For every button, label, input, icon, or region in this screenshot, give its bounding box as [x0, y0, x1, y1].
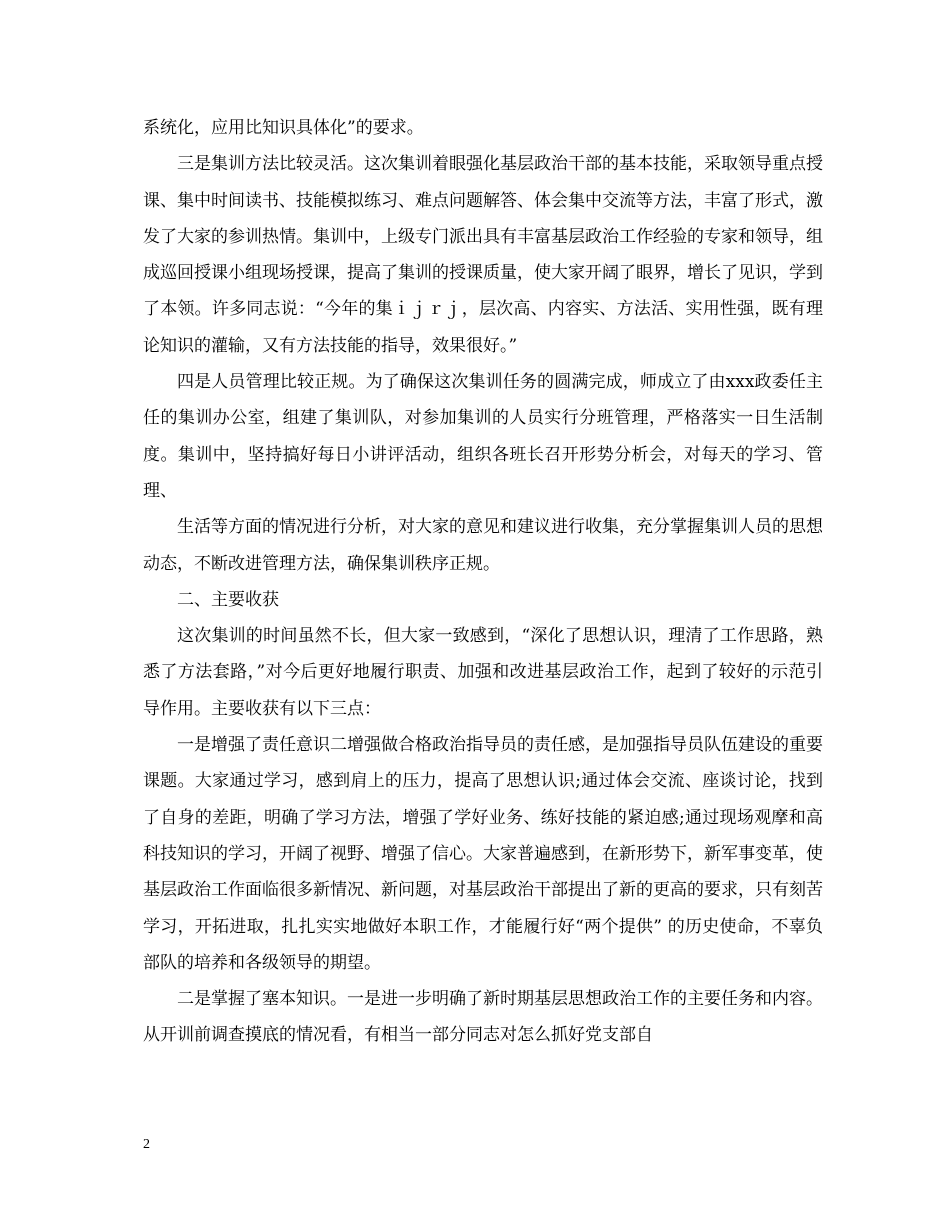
paragraph-4: 生活等方面的情况进行分析，对大家的意见和建议进行收集，充分掌握集训人员的思想动态，不断改进管理方法，确保集训秩序正规。: [143, 517, 823, 574]
page-number: 2: [143, 1137, 150, 1152]
paragraph-6: 一是增强了责任意识二增强做合格政治指导员的责任感，是加强指导员队伍建设的重要课题。大家通过学习，感到肩上的压力，提高了思想认识;通过体会交流、座谈讨论，找到了自身的差距，明确了学习方法，增强了学好业务、练好技能的紧迫感;通过现场观摩和高科技知识的学习，开阔了视野、增强了信心。大家普遍感到，在新形势下，新军事变革，使基层政治工作面临很多新情况、新问题，对基层政治干部提出了新的更高的要求，只有刻苦学习，开拓进取，扎扎实实地做好本职工作，才能履行好“两个提供” 的历史使命，不辜负部队的培养和各级领导的期望。: [143, 735, 823, 973]
section-heading: 二、主要收获: [177, 589, 279, 610]
paragraph-1: 系统化，应用比知识具体化”的要求。: [143, 118, 424, 138]
paragraph-3: 四是人员管理比较正规。为了确保这次集训任务的圆满完成，师成立了由xxx政委任主任的集训办公室，组建了集训队，对参加集训的人员实行分班管理，严格落实一日生活制度。集训中，坚持搞好每日小讲评活动，组织各班长召开形势分析会，对每天的学习、管理、: [143, 372, 823, 501]
paragraph-5: 这次集训的时间虽然不长，但大家一致感到，“深化了思想认识，理清了工作思路，熟悉了方法套路，”对今后更好地履行职责、加强和改进基层政治工作，起到了较好的示范引导作用。主要收获有以下三点：: [143, 626, 823, 719]
paragraph-7: 二是掌握了塞本知识。一是进一步明确了新时期基层思想政治工作的主要任务和内容。从开训前调查摸底的情况看，有相当一部分同志对怎么抓好党支部自: [143, 989, 823, 1046]
document-body: [143, 110, 823, 1054]
paragraph-2: 三是集训方法比较灵活。这次集训着眼强化基层政治干部的基本技能，采取领导重点授课、集中时间读书、技能模拟练习、难点问题解答、体会集中交流等方法，丰富了形式，激发了大家的参训热情。集训中，上级专门派出具有丰富基层政治工作经验的专家和领导，组成巡回授课小组现场授课，提高了集训的授课质量，使大家开阔了眼界，增长了见识，学到了本领。许多同志说：“今年的集ｉｊｒｊ，层次高、内容实、方法活、实用性强，既有理论知识的灌输，又有方法技能的指导，效果很好。”: [143, 154, 823, 356]
